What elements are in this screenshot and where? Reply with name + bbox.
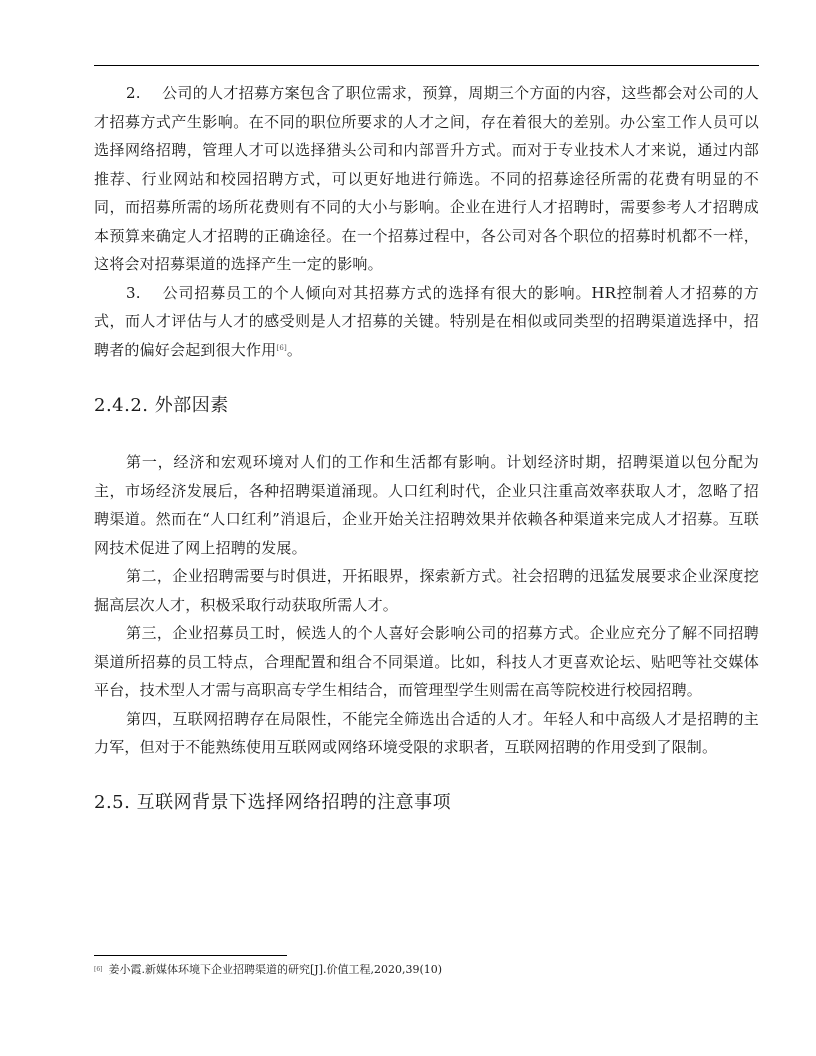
paragraph-item-3 xyxy=(94,279,759,365)
paragraph-external-2: 第二，企业招聘需要与时俱进，开拓眼界，探索新方式。社会招聘的迅猛发展要求企业深度挖掘高层次人才，积极采取行动获取所需人才。 xyxy=(94,567,759,614)
paragraph-external-1: 第一，经济和宏观环境对人们的工作和生活都有影响。计划经济时期，招聘渠道以包分配为主，市场经济发展后，各种招聘渠道涌现。人口红利时代，企业只注重高效率获取人才，忽略了招聘渠道。然而在“人口红利”消退后，企业开始关注招聘效果并依赖各种渠道来完成人才招募。互联网技术促进了网上招聘的发展。 xyxy=(94,453,759,557)
paragraph-external-3: 第三，企业招募员工时，候选人的个人喜好会影响公司的招募方式。企业应充分了解不同招聘渠道所招募的员工特点，合理配置和组合不同渠道。比如，科技人才更喜欢论坛、贴吧等社交媒体平台，技术型人才需与高职高专学生相结合，而管理型学生则需在高等院校进行校园招聘。 xyxy=(94,624,759,699)
header-rule xyxy=(94,65,759,66)
footnote-text: 姜小霞.新媒体环境下企业招聘渠道的研究[J].价值工程,2020,39(10) xyxy=(108,963,443,976)
section-heading-2-5: 2.5. 互联网背景下选择网络招聘的注意事项 xyxy=(94,791,452,813)
list-number: 3. xyxy=(126,283,141,302)
section-heading-2-4-2: 2.4.2. 外部因素 xyxy=(94,395,229,416)
body-content xyxy=(94,79,759,815)
paragraph-external-4: 第四，互联网招聘存在局限性，不能完全筛选出合适的人才。年轻人和中高级人才是招聘的主力军，但对于不能熟练使用互联网或网络环境受限的求职者，互联网招聘的作用受到了限制。 xyxy=(94,709,759,756)
footnote xyxy=(94,962,442,978)
list-number: 2. xyxy=(126,84,141,102)
paragraph-text: 公司的人才招募方案包含了职位需求，预算，周期三个方面的内容，这些都会对公司的人才招募方式产生影响。在不同的职位所要求的人才之间，存在着很大的差别。办公室工作人员可以选择网络招聘，管理人才可以选择猎头公司和内部晋升方式。而对于专业技术人才来说，通过内部推荐、行业网站和校园招聘方式，可以更好地进行筛选。不同的招募途径所需的花费有明显的不同，而招募所需的场所花费则有不同的大小与影响。企业在进行人才招聘时，需要参考人才招聘成本预算来确定人才招聘的正确途径。在一个招募过程中，各公司对各个职位的招募时机都不一样，这将会对招募渠道的选择产生一定的影响。 xyxy=(94,84,759,273)
citation-ref[interactable]: [6] xyxy=(276,343,287,352)
footnote-rule xyxy=(94,955,287,956)
footnote-mark: [6] xyxy=(94,966,103,973)
paragraph-text: 公司招募员工的个人倾向对其招募方式的选择有很大的影响。HR控制着人才招募的方式，而人才评估与人才的感受则是人才招募的关键。特别是在相似或同类型的招聘渠道选择中，招聘者的偏好会起到很大作用 xyxy=(94,283,759,359)
paragraph-tail: 。 xyxy=(286,340,303,359)
paragraph-item-2 xyxy=(94,79,759,279)
